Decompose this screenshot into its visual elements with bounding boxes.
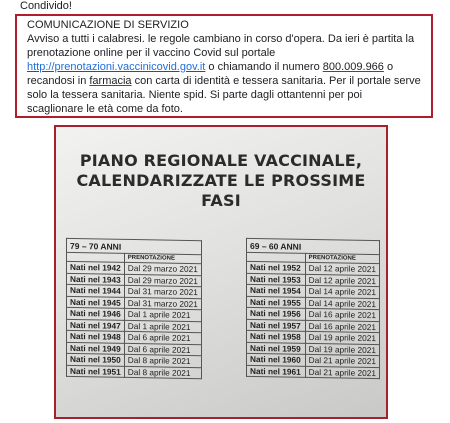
birth-year-cell: Nati nel 1944 [67,284,125,297]
phone-number[interactable]: 800.009.966 [322,61,384,73]
birth-year-cell: Nati nel 1961 [247,365,306,378]
shared-label: Condivido! [20,0,72,12]
birth-year-cell: Nati nel 1955 [247,296,306,309]
birth-year-cell: Nati nel 1952 [247,261,306,274]
birth-year-cell: Nati nel 1948 [67,330,125,343]
booking-date-cell: Dal 1 aprile 2021 [124,308,201,321]
age-69-60-table [246,238,380,379]
announcement-title: COMUNICAZIONE DI SERVIZIO [27,19,189,31]
table-subheader: PRENOTAZIONE [305,253,379,263]
booking-date-cell: Dal 21 aprile 2021 [305,366,379,379]
booking-date-cell: Dal 14 aprile 2021 [305,297,379,310]
birth-year-cell: Nati nel 1949 [67,342,125,355]
table-subheader: PRENOTAZIONE [124,253,201,263]
plan-title [56,151,386,211]
birth-year-cell: Nati nel 1960 [247,353,306,366]
birth-year-cell: Nati nel 1954 [247,284,306,297]
booking-date-cell: Dal 1 aprile 2021 [124,320,201,333]
booking-date-cell: Dal 19 aprile 2021 [305,343,379,356]
service-announcement [15,14,433,118]
table-row [247,365,380,379]
pharmacy-link[interactable]: farmacia [89,75,132,87]
birth-year-cell: Nati nel 1942 [67,261,125,274]
booking-date-cell: Dal 8 aprile 2021 [124,366,201,379]
table-header: 69 – 60 ANNI [247,238,380,254]
booking-date-cell: Dal 16 aprile 2021 [305,320,379,333]
announcement-text-3: o recandosi in [27,61,394,87]
booking-date-cell: Dal 12 aprile 2021 [305,262,379,275]
birth-year-cell: Nati nel 1950 [67,353,125,366]
birth-year-cell: Nati nel 1958 [247,330,306,343]
booking-portal-link[interactable]: http://prenotazioni.vaccinicovid.gov.it [27,61,206,73]
booking-date-cell: Dal 31 marzo 2021 [124,285,201,298]
booking-date-cell: Dal 8 aprile 2021 [124,354,201,367]
announcement-text-4: con carta di identità e tessera sanitaria. Per il portale serve solo la tessera sanitaria. Niente spid. Si parte dagli ottantenni per poi scaglionare le età come da foto. [27,75,421,115]
booking-date-cell: Dal 29 marzo 2021 [124,274,201,287]
booking-date-cell: Dal 29 marzo 2021 [124,262,201,275]
birth-year-cell: Nati nel 1947 [67,319,125,332]
plan-title-line-1: PIANO REGIONALE VACCINALE, [79,151,363,170]
birth-year-cell: Nati nel 1957 [247,319,306,332]
announcement-text-2: o chiamando il numero [205,61,323,73]
booking-date-cell: Dal 16 aprile 2021 [305,308,379,321]
plan-title-line-2: CALENDARIZZATE LE PROSSIME FASI [76,171,366,210]
announcement-text-1: Avviso a tutti i calabresi. le regole cambiano in corso d'opera. Da ieri è partita la prenotazione online per il vaccino Covid sul portale [27,33,415,59]
booking-date-cell: Dal 21 aprile 2021 [305,354,379,367]
birth-year-cell: Nati nel 1943 [67,273,125,286]
booking-date-cell: Dal 31 marzo 2021 [124,297,201,310]
birth-year-cell: Nati nel 1945 [67,296,125,309]
booking-date-cell: Dal 6 aprile 2021 [124,343,201,356]
birth-year-cell: Nati nel 1956 [247,307,306,320]
booking-date-cell: Dal 6 aprile 2021 [124,331,201,344]
booking-date-cell: Dal 14 aprile 2021 [305,285,379,298]
birth-year-cell: Nati nel 1959 [247,342,306,355]
birth-year-cell: Nati nel 1953 [247,273,306,286]
booking-date-cell: Dal 12 aprile 2021 [305,274,379,287]
birth-year-cell: Nati nel 1951 [67,365,125,378]
birth-year-cell: Nati nel 1946 [67,307,125,320]
age-79-70-table [66,238,202,379]
table-header: 79 – 70 ANNI [67,238,202,254]
vaccination-plan-photo [54,125,388,419]
booking-date-cell: Dal 19 aprile 2021 [305,331,379,344]
table-row [67,365,202,379]
